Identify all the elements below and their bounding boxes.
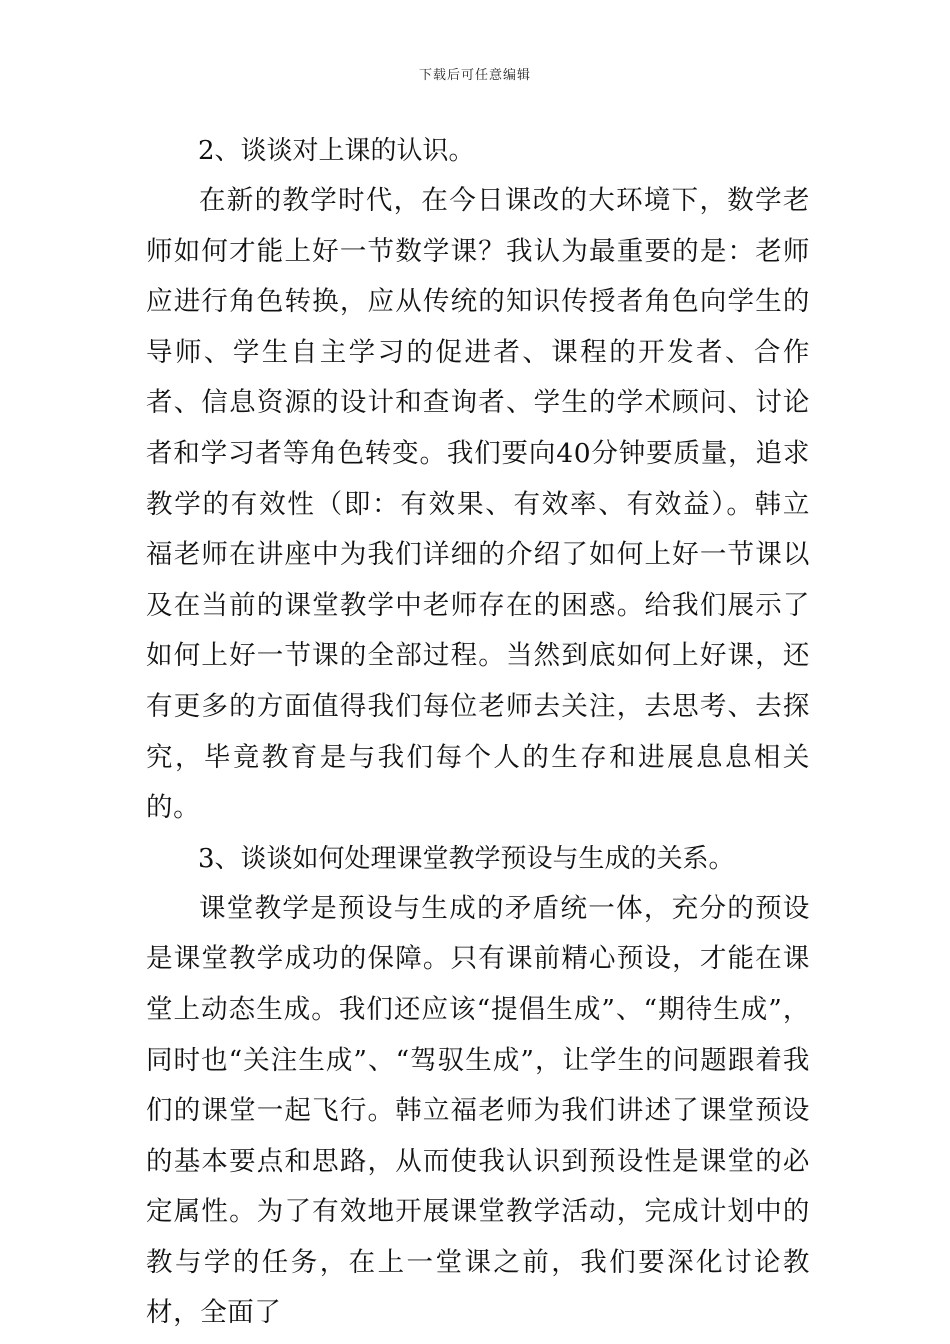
section-paragraph-2: 在新的教学时代，在今日课改的大环境下，数学老师如何才能上好一节数学课？我认为最重要的是：老师应进行角色转换，应从传统的知识传授者角色向学生的导师、学生自主学习的促进者、课程的开发者、合作者、信息资源的设计和查询者、学生的学术顾问、讨论者和学习者等角色转变。我们要向40分钟要质量，追求教学的有效性（即：有效果、有效率、有效益）。韩立福老师在讲座中为我们详细的介绍了如何上好一节课以及在当前的课堂教学中老师存在的困惑。给我们展示了如何上好一节课的全部过程。当然到底如何上好课，还有更多的方面值得我们每位老师去关注，去思考、去探究，毕竟教育是与我们每个人的生存和进展息息相关的。 — [146, 185, 810, 824]
section-paragraph-3: 课堂教学是预设与生成的矛盾统一体，充分的预设是课堂教学成功的保障。只有课前精心预设，才能在课堂上动态生成。我们还应该“提倡生成”、“期待生成”，同时也“关注生成”、“驾驭生成”，让学生的问题跟着我们的课堂一起飞行。韩立福老师为我们讲述了课堂预设的基本要点和思路，从而使我认识到预设性是课堂的必定属性。为了有效地开展课堂教学活动，完成计划中的教与学的任务，在上一堂课之前，我们要深化讨论教材，全面了 — [146, 892, 810, 1329]
header-note: 下载后可任意编辑 — [418, 68, 531, 83]
section-heading-2: 2、谈谈对上课的认识。 — [198, 136, 475, 166]
section-heading-3: 3、谈谈如何处理课堂教学预设与生成的关系。 — [198, 843, 735, 874]
document-body — [146, 126, 810, 1339]
